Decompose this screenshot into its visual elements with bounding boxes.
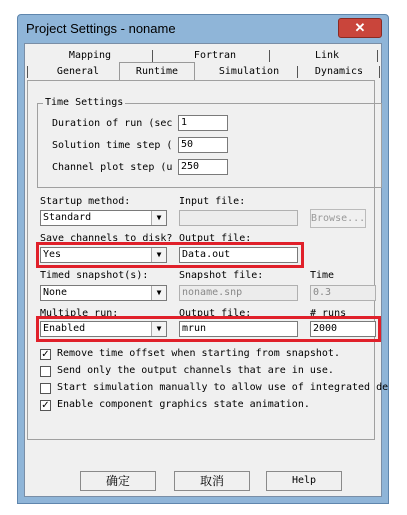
startup-method-label: Startup method:: [40, 196, 131, 207]
runs-label: # runs: [310, 308, 347, 319]
send-used-channels-label: Send only the output channels that are in use.: [57, 365, 334, 376]
remove-offset-label: Remove time offset when starting from snapshot.: [57, 348, 340, 359]
highlight-multiple-run: [36, 316, 381, 342]
startup-method-value: Standard: [43, 212, 92, 223]
tab-row-front: [25, 64, 381, 80]
close-button[interactable]: [338, 18, 382, 38]
start-manually-label: Start simulation manually to allow use of integrated de: [57, 382, 389, 393]
duration-input[interactable]: 1: [178, 115, 228, 131]
chevron-down-icon: ▼: [151, 211, 166, 225]
tab-row-back: [25, 48, 381, 64]
timed-snapshot-value: None: [43, 287, 68, 298]
output-file-label: Output file:: [179, 233, 252, 244]
graphics-animation-label: Enable component graphics state animation.: [57, 399, 310, 410]
snapshot-file-field: noname.snp: [179, 285, 298, 301]
chevron-down-icon: ▼: [151, 286, 166, 300]
tab-divider: [27, 66, 28, 78]
channel-plot-label: Channel plot step (u: [52, 162, 173, 173]
tab-fortran[interactable]: Fortran: [193, 50, 237, 61]
duration-label: Duration of run (sec: [52, 118, 173, 129]
tab-divider: [377, 50, 378, 62]
chevron-down-icon: ▼: [151, 322, 166, 336]
snapshot-file-label: Snapshot file:: [179, 270, 264, 281]
tab-simulation[interactable]: Simulation: [218, 66, 280, 77]
input-file-field: [179, 210, 298, 226]
chevron-down-icon: ▼: [151, 248, 166, 262]
tab-divider: [152, 50, 153, 62]
multi-output-file-input[interactable]: mrun: [179, 321, 298, 337]
tab-runtime[interactable]: Runtime: [119, 62, 195, 82]
browse-button: Browse...: [310, 209, 366, 228]
multiple-run-value: Enabled: [43, 323, 86, 334]
help-button[interactable]: Help: [266, 471, 342, 491]
close-icon: ✕: [354, 20, 366, 35]
highlight-save-channels: [36, 242, 304, 268]
remove-offset-checkbox[interactable]: ✓: [41, 349, 50, 360]
timed-snapshot-select[interactable]: [40, 285, 167, 301]
multi-output-file-label: Output file:: [179, 308, 252, 319]
channel-plot-input[interactable]: 250: [178, 159, 228, 175]
tab-divider: [379, 66, 380, 78]
tab-divider: [297, 66, 298, 78]
time-settings-label: Time Settings: [45, 97, 124, 108]
tab-link[interactable]: Link: [314, 50, 340, 61]
start-manually-checkbox[interactable]: [40, 383, 51, 394]
output-file-input[interactable]: Data.out: [179, 247, 298, 263]
tab-general[interactable]: General: [56, 66, 100, 77]
time-label: Time: [310, 270, 335, 281]
ok-button[interactable]: 确定: [80, 471, 156, 491]
timed-snapshot-label: Timed snapshot(s):: [40, 270, 149, 281]
time-field: 0.3: [310, 285, 376, 301]
send-used-channels-checkbox[interactable]: [40, 366, 51, 377]
graphics-animation-checkbox[interactable]: ✓: [41, 400, 50, 411]
runs-input[interactable]: 2000: [310, 321, 376, 337]
save-channels-label: Save channels to disk?: [40, 233, 173, 244]
tab-divider: [269, 50, 270, 62]
cancel-button[interactable]: 取消: [174, 471, 250, 491]
tab-dynamics[interactable]: Dynamics: [314, 66, 364, 77]
window-title: Project Settings - noname: [26, 21, 176, 36]
input-file-label: Input file:: [179, 196, 246, 207]
title-bar[interactable]: [18, 15, 388, 43]
multiple-run-label: Multiple run:: [40, 308, 119, 319]
tab-mapping[interactable]: Mapping: [68, 50, 112, 61]
startup-method-select[interactable]: [40, 210, 167, 226]
solution-step-label: Solution time step (: [52, 140, 173, 151]
solution-step-input[interactable]: 50: [178, 137, 228, 153]
save-channels-value: Yes: [43, 249, 62, 260]
